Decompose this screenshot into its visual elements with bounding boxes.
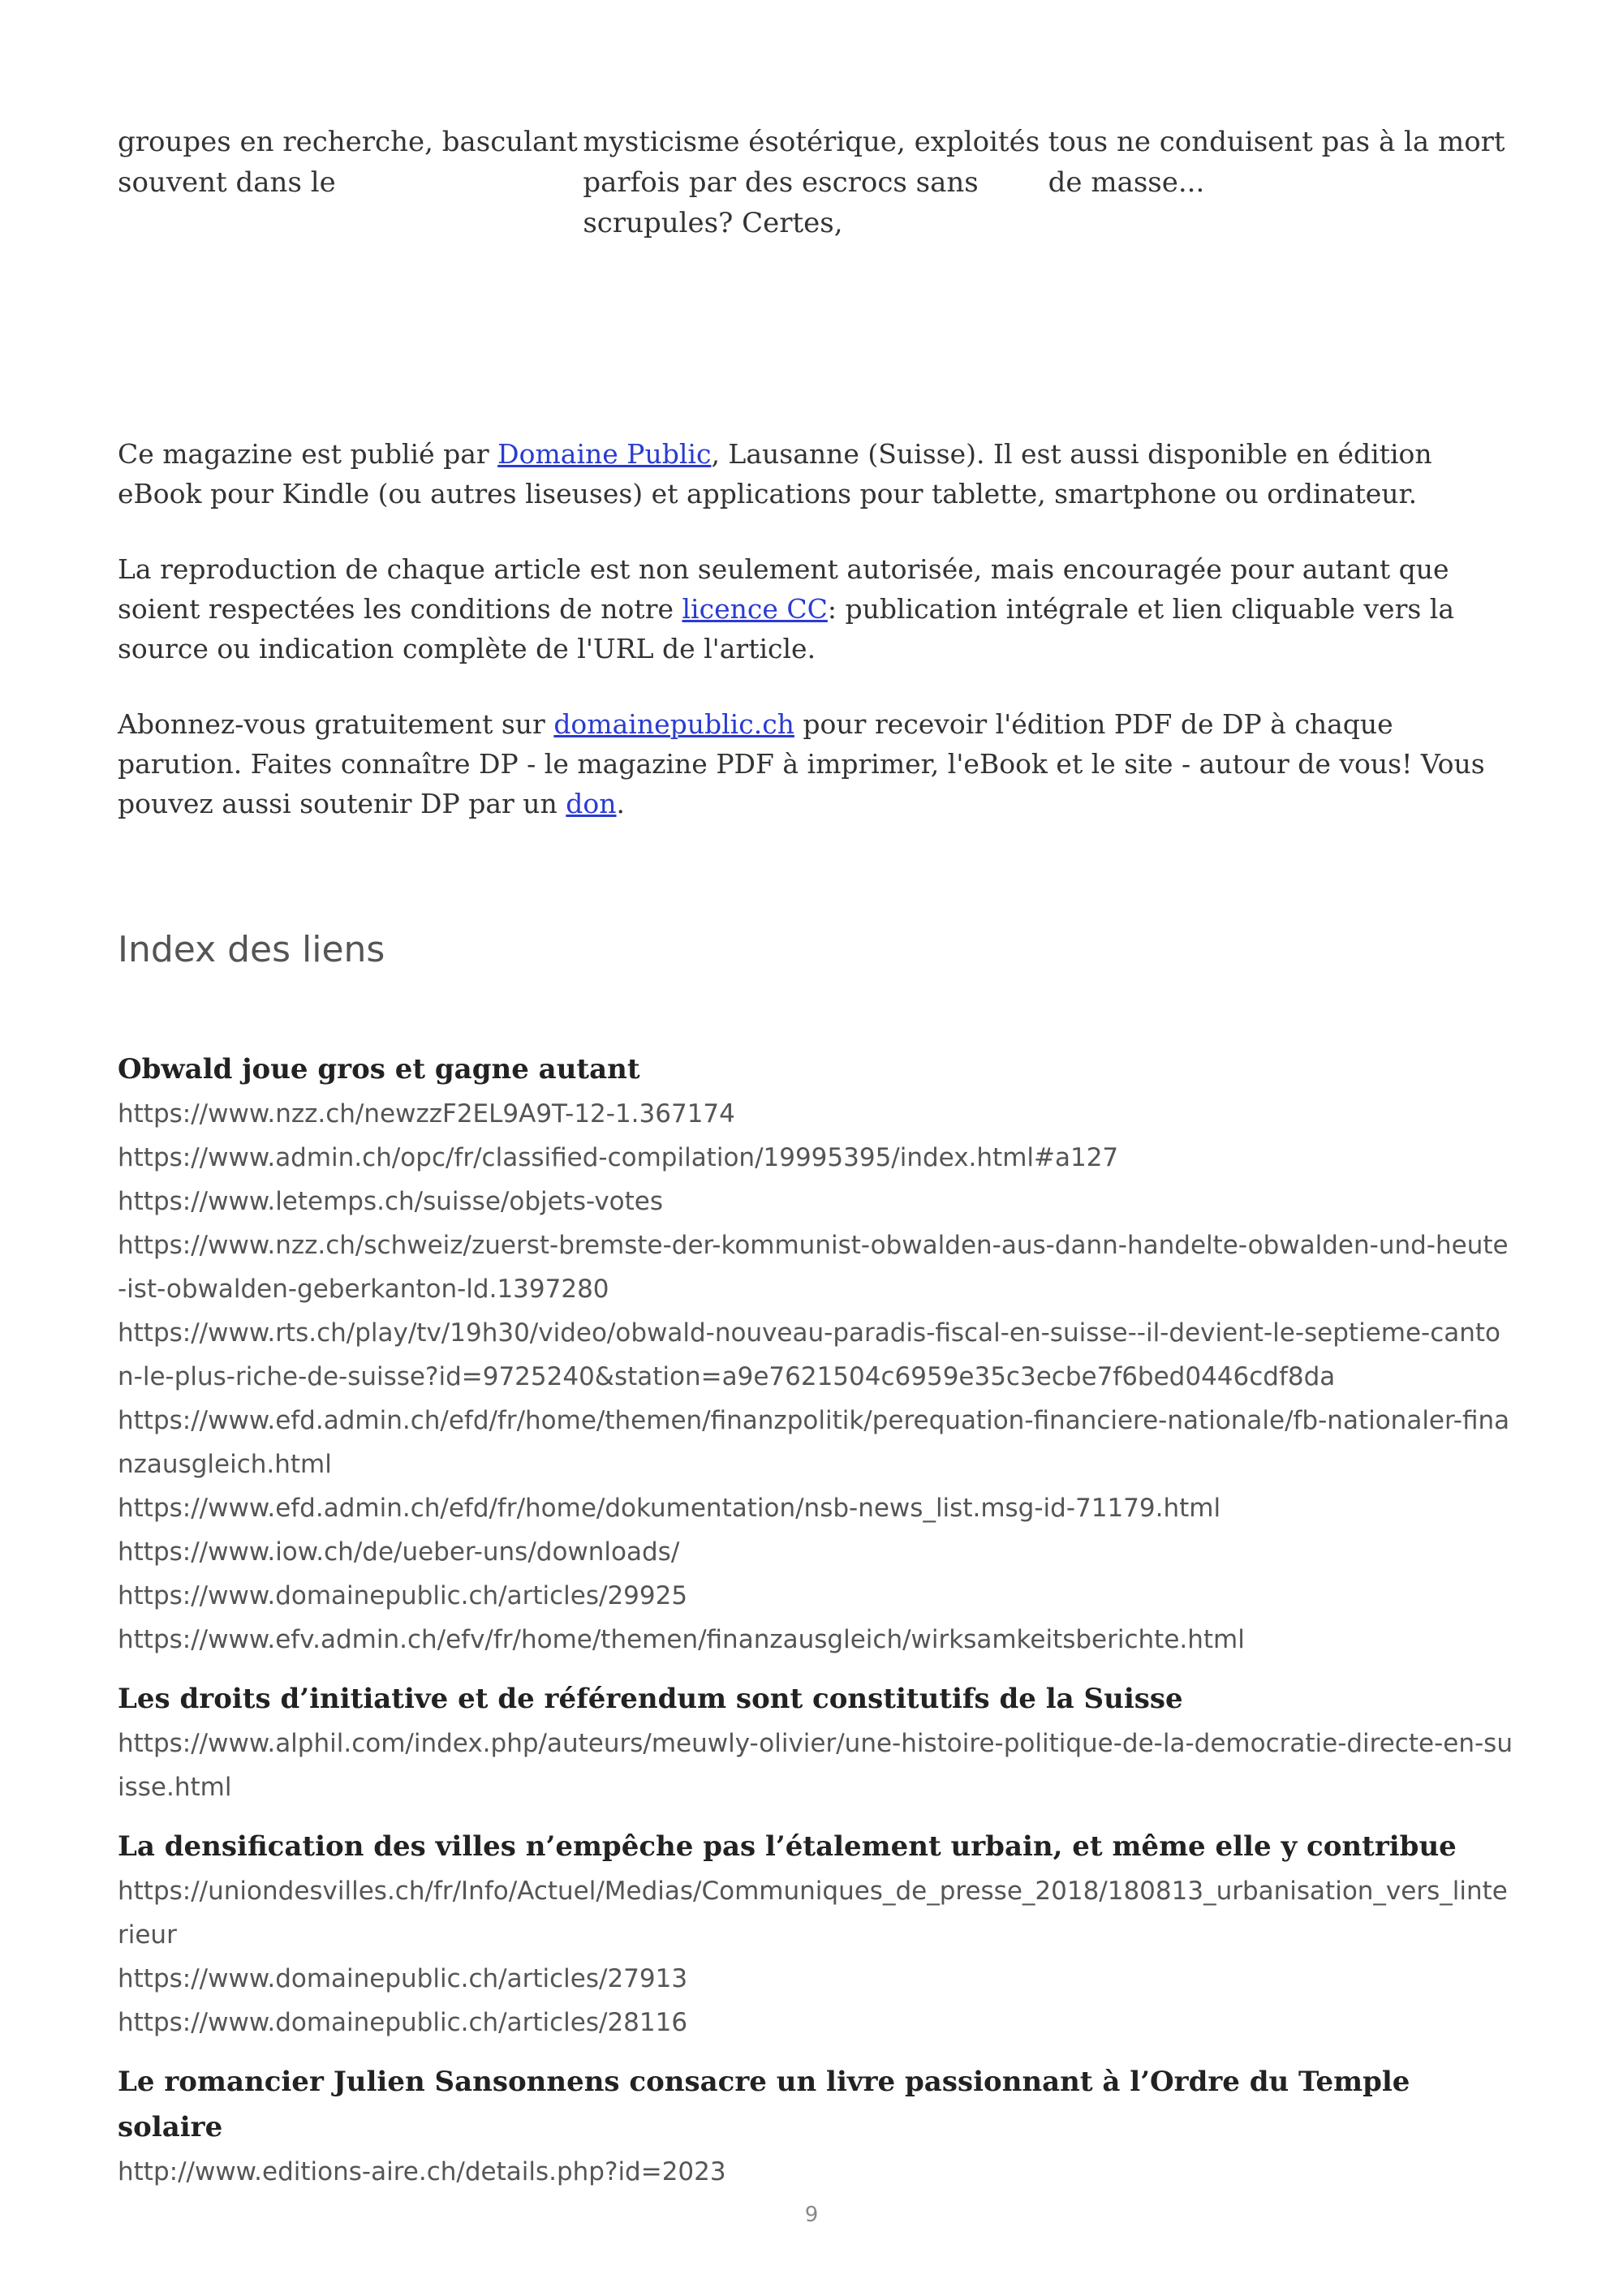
links-index: [118, 1047, 1513, 2208]
index-link[interactable]: https://www.letemps.ch/suisse/objets-votes: [118, 1187, 664, 1216]
licence-cc-link[interactable]: licence CC: [682, 593, 828, 625]
index-link[interactable]: https://www.efd.admin.ch/efd/fr/home/themen/finanzpolitik/perequation-financiere-nationale/fb-nationaler-finanzausgleich.html: [118, 1406, 1510, 1479]
index-article: [118, 1824, 1513, 2044]
index-link[interactable]: https://www.domainepublic.ch/articles/29925: [118, 1581, 688, 1610]
index-article: [118, 1047, 1513, 1662]
index-link[interactable]: https://www.iow.ch/de/ueber-uns/downloads/: [118, 1537, 680, 1567]
license-note: La reproduction de chaque article est non seulement autorisée, mais encouragée pour autant que soient respectées les conditions de notre licence CC: publication intégrale et lien cliquable vers la source ou indication complète de l'URL de l'article.: [118, 553, 1455, 664]
index-article-title: Obwald joue gros et gagne autant: [118, 1053, 640, 1086]
index-link-list: [118, 1092, 1513, 1662]
don-link[interactable]: don: [566, 788, 617, 819]
index-link-list: [118, 1869, 1513, 2044]
index-link[interactable]: https://www.efv.admin.ch/efv/fr/home/themen/finanzausgleich/wirksamkeitsberichte.html: [118, 1625, 1245, 1654]
index-article: [118, 2059, 1513, 2194]
index-link[interactable]: https://www.alphil.com/index.php/auteurs/meuwly-olivier/une-histoire-politique-de-la-democratie-directe-en-suisse.html: [118, 1729, 1513, 1802]
column-3: tous ne conduisent pas à la mort de masse...: [1048, 126, 1505, 199]
index-link[interactable]: https://www.nzz.ch/schweiz/zuerst-bremste-der-kommunist-obwalden-aus-dann-handelte-obwalden-und-heute-ist-obwalden-geberkanton-ld.1397280: [118, 1231, 1509, 1304]
article-continuation: [118, 122, 1513, 243]
index-title: Index des liens: [118, 929, 385, 970]
domainepublic-link[interactable]: domainepublic.ch: [553, 708, 794, 740]
index-link[interactable]: https://www.efd.admin.ch/efd/fr/home/dokumentation/nsb-news_list.msg-id-71179.html: [118, 1494, 1221, 1523]
index-link[interactable]: http://www.editions-aire.ch/details.php?id=2023: [118, 2157, 726, 2186]
text-columns: [118, 122, 1513, 243]
page-number: 9: [804, 2203, 819, 2227]
index-link[interactable]: https://www.admin.ch/opc/fr/classified-compilation/19995395/index.html#a127: [118, 1143, 1119, 1172]
index-article-title: La densification des villes n’empêche pas l’étalement urbain, et même elle y contribue: [118, 1830, 1457, 1863]
column-2: mysticisme ésotérique, exploités parfois par des escrocs sans scrupules? Certes,: [583, 126, 1040, 239]
domaine-public-link[interactable]: Domaine Public: [497, 438, 712, 470]
index-link[interactable]: https://www.nzz.ch/newzzF2EL9A9T-12-1.367174: [118, 1099, 735, 1129]
index-link[interactable]: https://uniondesvilles.ch/fr/Info/Actuel/Medias/Communiques_de_presse_2018/180813_urbanisation_vers_linterieur: [118, 1877, 1508, 1950]
index-article-title: Les droits d’initiative et de référendum sont constitutifs de la Suisse: [118, 1683, 1183, 1715]
index-article: [118, 1676, 1513, 1809]
index-link-list: [118, 2150, 1513, 2194]
publication-notes: [118, 434, 1513, 859]
column-1: groupes en recherche, basculant souvent dans le: [118, 126, 578, 199]
publisher-note: Ce magazine est publié par Domaine Public, Lausanne (Suisse). Il est aussi disponible en édition eBook pour Kindle (ou autres liseuses) et applications pour tablette, smartphone ou ordinateur.: [118, 438, 1432, 510]
index-link[interactable]: https://www.domainepublic.ch/articles/27913: [118, 1964, 688, 1993]
index-article-title: Le romancier Julien Sansonnens consacre un livre passionnant à l’Ordre du Temple solaire: [118, 2066, 1410, 2143]
index-link-list: [118, 1722, 1513, 1809]
subscribe-note: Abonnez-vous gratuitement sur domainepublic.ch pour recevoir l'édition PDF de DP à chaque parution. Faites connaître DP - le magazine PDF à imprimer, l'eBook et le site - autour de vous! Vous pouvez aussi soutenir DP par un don.: [118, 708, 1485, 819]
index-link[interactable]: https://www.rts.ch/play/tv/19h30/video/obwald-nouveau-paradis-fiscal-en-suisse--il-devient-le-septieme-canton-le-plus-riche-de-suisse?id=9725240&station=a9e7621504c6959e35c3ecbe7f6bed0446cdf8da: [118, 1318, 1501, 1391]
index-link[interactable]: https://www.domainepublic.ch/articles/28116: [118, 2008, 688, 2037]
